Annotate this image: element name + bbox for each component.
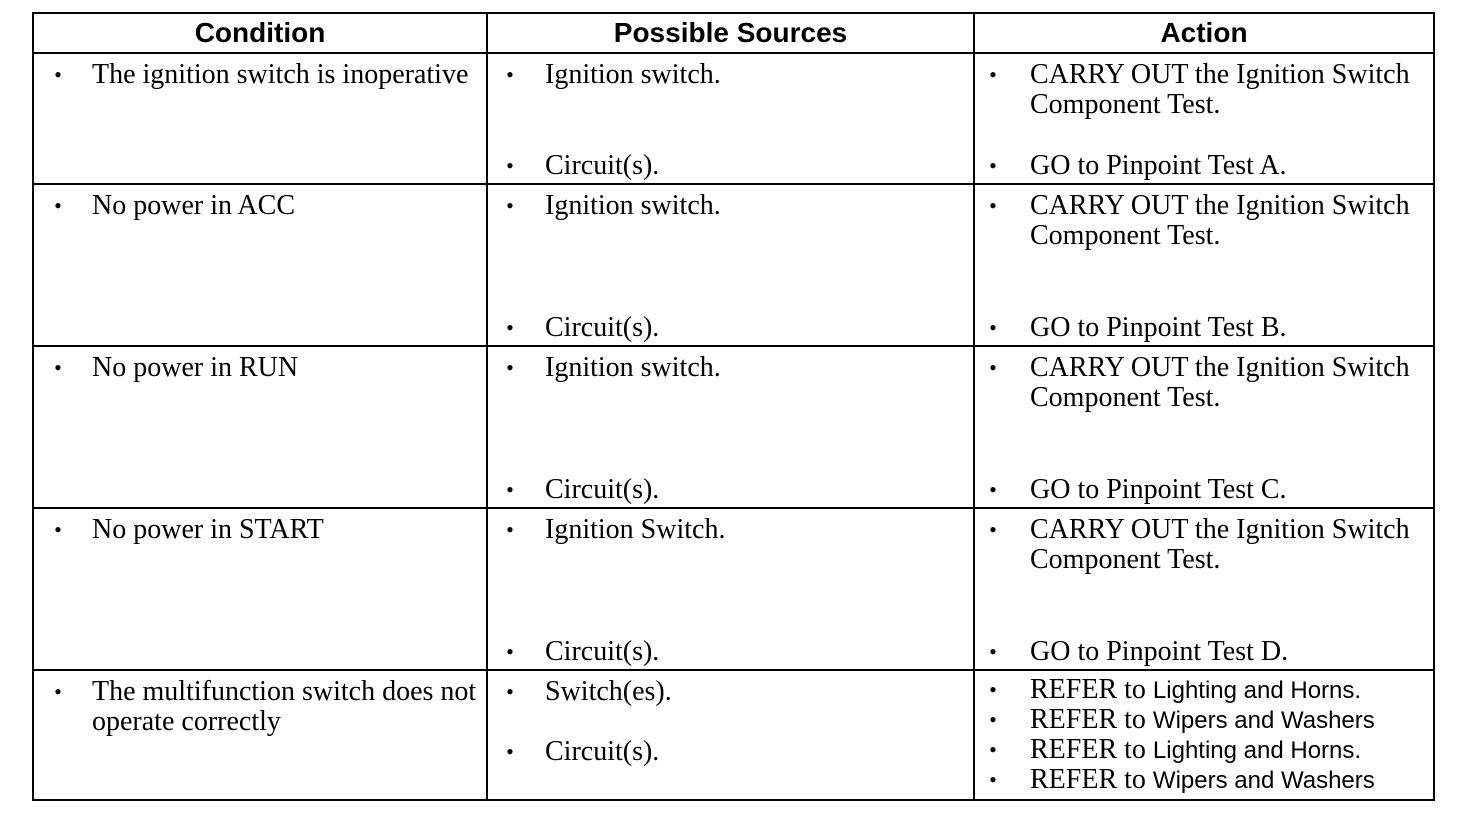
bullet-icon: • (506, 62, 514, 87)
refer-target: Wipers and Washers (1152, 767, 1375, 794)
source-item (488, 313, 967, 343)
condition-item (34, 191, 480, 221)
action-item (975, 637, 1427, 667)
condition-cell (33, 346, 487, 508)
refer-target: Lighting and Horns. (1152, 677, 1362, 704)
source-text: Switch(es). (545, 676, 672, 707)
action-text: CARRY OUT the Ignition Switch Component Test. (1030, 514, 1410, 575)
condition-text: The multifunction switch does not operate correctly (92, 676, 477, 737)
bullet-icon: • (506, 315, 514, 340)
source-item (488, 475, 967, 505)
action-text: GO to Pinpoint Test C. (1030, 474, 1287, 505)
condition-item (34, 677, 480, 737)
bullet-icon: • (54, 62, 62, 87)
action-item (975, 515, 1427, 575)
sources-cell (487, 184, 974, 346)
source-text: Circuit(s). (545, 474, 660, 505)
action-item (975, 151, 1427, 181)
refer-prefix: REFER to (1030, 764, 1146, 795)
bullet-icon: • (506, 355, 514, 380)
source-item (488, 151, 967, 181)
bullet-icon: • (989, 639, 997, 664)
source-text: Circuit(s). (545, 736, 660, 767)
action-text: GO to Pinpoint Test A. (1030, 150, 1287, 181)
refer-item (975, 765, 1429, 795)
action-item (975, 475, 1427, 505)
condition-item (34, 353, 480, 383)
condition-text: The ignition switch is inoperative (92, 59, 469, 90)
source-item (488, 637, 967, 667)
table-row (33, 53, 1434, 184)
bullet-icon: • (506, 517, 514, 542)
bullet-icon: • (54, 193, 62, 218)
refer-target: Wipers and Washers (1152, 707, 1375, 734)
condition-cell (33, 184, 487, 346)
table-row (33, 346, 1434, 508)
refer-item (975, 705, 1429, 735)
header-condition: Condition (33, 13, 487, 53)
bullet-icon: • (989, 767, 997, 792)
sources-cell (487, 508, 974, 670)
bullet-icon: • (506, 739, 514, 764)
condition-text: No power in START (92, 514, 324, 545)
source-item (488, 60, 967, 90)
bullet-icon: • (506, 679, 514, 704)
bullet-icon: • (989, 355, 997, 380)
sources-cell (487, 670, 974, 800)
source-item (488, 677, 967, 707)
source-item (488, 737, 967, 767)
condition-item (34, 60, 480, 90)
diagnostic-table (32, 12, 1435, 801)
action-item (975, 191, 1427, 251)
action-text: GO to Pinpoint Test D. (1030, 636, 1289, 667)
header-possible-sources: Possible Sources (487, 13, 974, 53)
bullet-icon: • (989, 193, 997, 218)
source-item (488, 191, 967, 221)
action-cell (974, 346, 1434, 508)
condition-cell (33, 508, 487, 670)
source-text: Ignition switch. (545, 190, 721, 221)
action-text: CARRY OUT the Ignition Switch Component Test. (1030, 352, 1410, 413)
bullet-icon: • (54, 355, 62, 380)
table-row (33, 670, 1434, 800)
bullet-icon: • (54, 517, 62, 542)
source-text: Ignition switch. (545, 352, 721, 383)
action-item (975, 60, 1427, 120)
bullet-icon: • (989, 707, 997, 732)
refer-prefix: REFER to (1030, 734, 1146, 765)
action-text: GO to Pinpoint Test B. (1030, 312, 1287, 343)
action-item (975, 313, 1427, 343)
condition-text: No power in RUN (92, 352, 299, 383)
action-cell (974, 508, 1434, 670)
source-text: Circuit(s). (545, 150, 660, 181)
bullet-icon: • (506, 193, 514, 218)
sources-cell (487, 53, 974, 184)
bullet-icon: • (989, 477, 997, 502)
source-text: Ignition switch. (545, 59, 721, 90)
source-item (488, 353, 967, 383)
action-text: CARRY OUT the Ignition Switch Component Test. (1030, 59, 1410, 120)
source-text: Circuit(s). (545, 636, 660, 667)
bullet-icon: • (989, 737, 997, 762)
source-text: Circuit(s). (545, 312, 660, 343)
action-cell (974, 53, 1434, 184)
condition-cell (33, 670, 487, 800)
action-cell (974, 670, 1434, 800)
source-item (488, 515, 967, 545)
bullet-icon: • (506, 639, 514, 664)
action-text: CARRY OUT the Ignition Switch Component Test. (1030, 190, 1410, 251)
bullet-icon: • (989, 517, 997, 542)
table-row (33, 508, 1434, 670)
bullet-icon: • (506, 477, 514, 502)
condition-cell (33, 53, 487, 184)
refer-item (975, 735, 1429, 765)
bullet-icon: • (989, 153, 997, 178)
refer-target: Lighting and Horns. (1152, 737, 1362, 764)
refer-item (975, 675, 1429, 705)
header-action: Action (974, 13, 1434, 53)
condition-item (34, 515, 480, 545)
refer-prefix: REFER to (1030, 674, 1146, 705)
sources-cell (487, 346, 974, 508)
bullet-icon: • (506, 153, 514, 178)
bullet-icon: • (989, 677, 997, 702)
table-row (33, 184, 1434, 346)
bullet-icon: • (989, 62, 997, 87)
action-item (975, 353, 1427, 413)
source-text: Ignition Switch. (545, 514, 726, 545)
header-row (33, 13, 1434, 53)
refer-prefix: REFER to (1030, 704, 1146, 735)
bullet-icon: • (989, 315, 997, 340)
refer-list (975, 675, 1429, 795)
action-cell (974, 184, 1434, 346)
condition-text: No power in ACC (92, 190, 295, 221)
bullet-icon: • (54, 679, 62, 704)
